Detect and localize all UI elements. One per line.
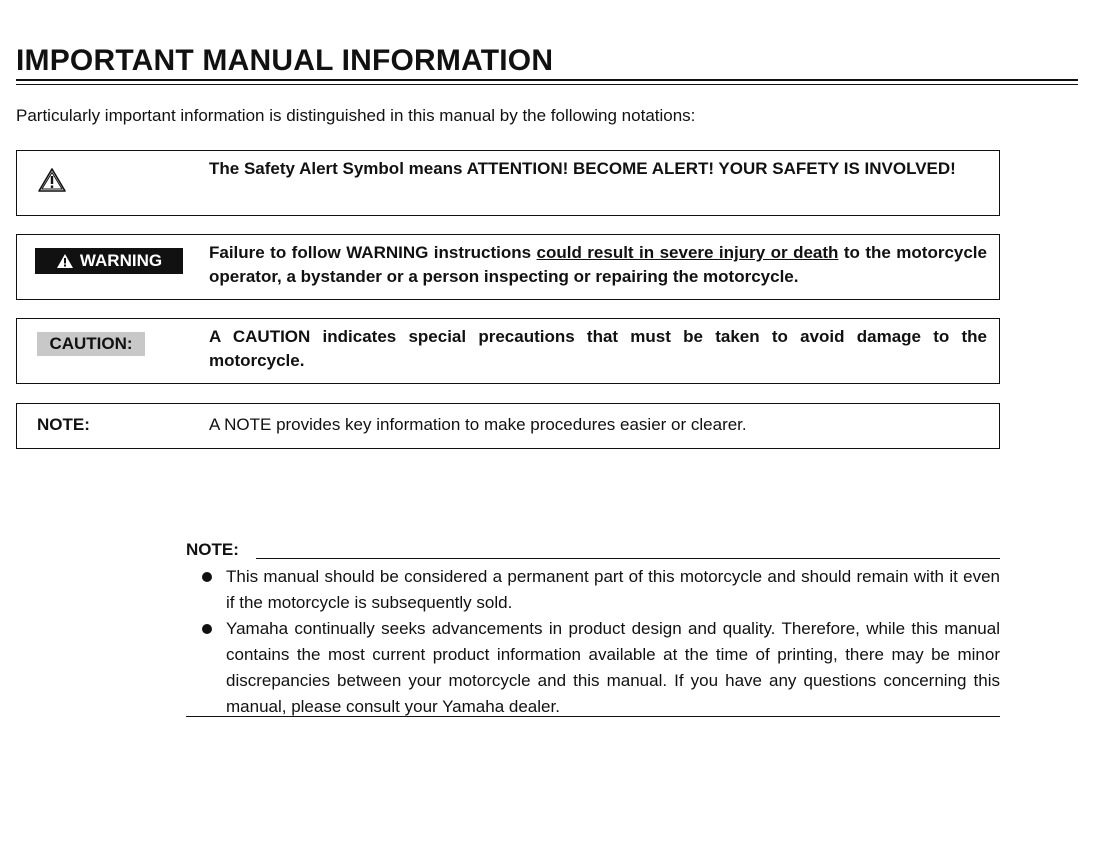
caution-badge: CAUTION: bbox=[37, 332, 145, 356]
note-list bbox=[186, 564, 1000, 720]
warning-text-underlined: could result in severe injury or death bbox=[536, 243, 839, 262]
bullet-icon bbox=[202, 624, 212, 634]
safety-alert-box bbox=[16, 150, 1000, 216]
page-title: IMPORTANT MANUAL INFORMATION bbox=[16, 44, 554, 77]
list-item bbox=[186, 564, 1000, 616]
intro-text: Particularly important information is distinguished in this manual by the following notations: bbox=[16, 106, 696, 125]
caution-box bbox=[16, 318, 1000, 384]
note-box bbox=[16, 403, 1000, 449]
note-section bbox=[186, 540, 1000, 720]
note-text: A NOTE provides key information to make procedures easier or clearer. bbox=[209, 415, 747, 434]
caution-text: A CAUTION indicates special precautions that must be taken to avoid damage to the motorcycle. bbox=[209, 327, 987, 370]
warning-text-part2: to the motorcycle operator, a bystander or a person inspecting or repairing the motorcycle. bbox=[209, 243, 987, 286]
list-item-text: This manual should be considered a permanent part of this motorcycle and should remain with it even if the motorcycle is subsequently sold. bbox=[226, 567, 1000, 612]
warning-triangle-icon bbox=[37, 167, 67, 198]
warning-badge-icon bbox=[56, 253, 74, 269]
title-rule-thin bbox=[16, 84, 1078, 85]
list-item-text: Yamaha continually seeks advancements in product design and quality. Therefore, while this manual contains the most current product information available at the time of printing, there may be minor discrepancies between your motorcycle and this manual. If you have any questions concerning this manual, please consult your Yamaha dealer. bbox=[226, 619, 1000, 716]
warning-text-part1: Failure to follow WARNING instructions bbox=[209, 243, 537, 262]
warning-badge-label: WARNING bbox=[79, 251, 163, 270]
note-bottom-rule bbox=[186, 716, 1000, 717]
safety-alert-text: The Safety Alert Symbol means ATTENTION! BECOME ALERT! YOUR SAFETY IS INVOLVED! bbox=[209, 159, 956, 178]
page-header bbox=[16, 44, 1078, 78]
bullet-icon bbox=[202, 572, 212, 582]
note-label: NOTE: bbox=[37, 415, 90, 434]
note-section-heading: NOTE: bbox=[186, 540, 239, 559]
warning-text bbox=[209, 241, 987, 289]
note-heading-rule bbox=[256, 558, 1000, 559]
warning-badge bbox=[35, 248, 183, 274]
list-item bbox=[186, 616, 1000, 720]
warning-box bbox=[16, 234, 1000, 300]
title-rule bbox=[16, 79, 1078, 81]
